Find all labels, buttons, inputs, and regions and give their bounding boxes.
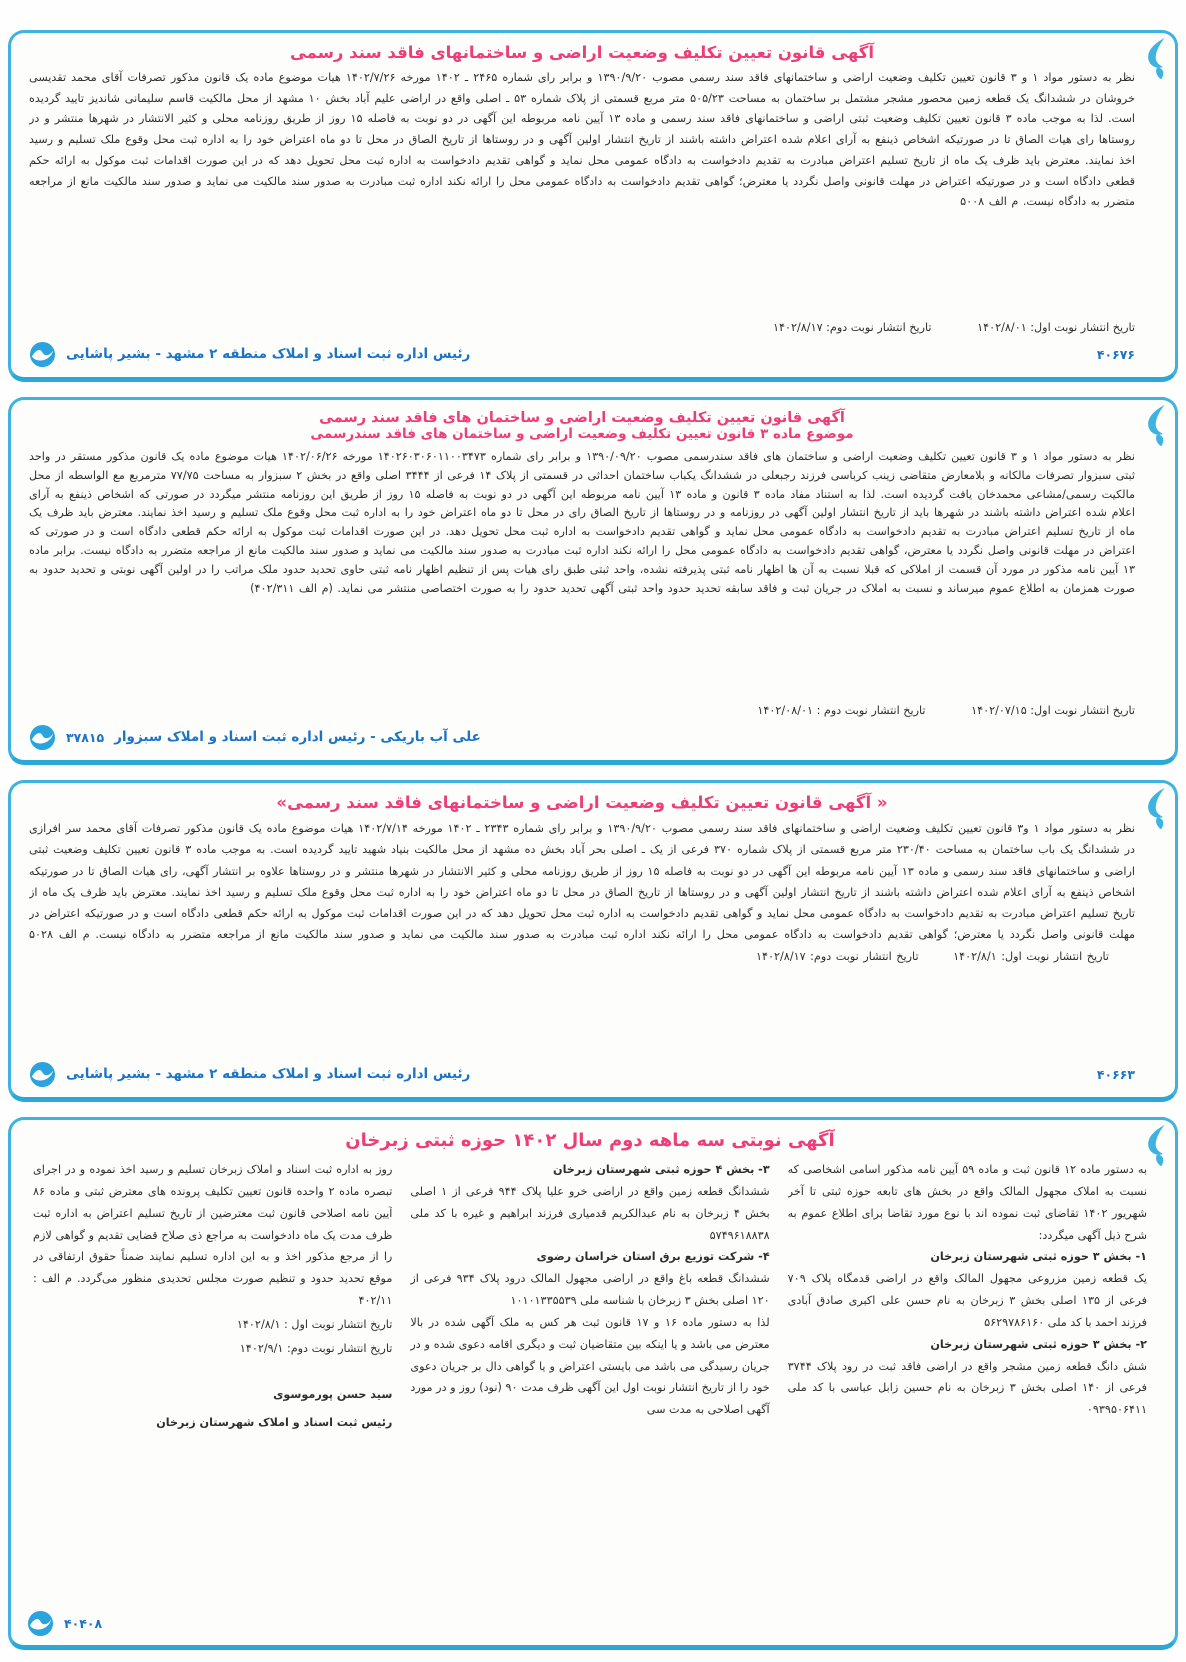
item-1-heading: ۱- بخش ۳ حوزه ثبتی شهرستان زبرخان: [930, 1250, 1147, 1264]
publication-dates: [29, 704, 1135, 717]
notice-zebarkhan-quarterly: [8, 1117, 1178, 1650]
notice-body: [29, 818, 1135, 1056]
item-3-heading: ۳- بخش ۴ حوزه ثبتی شهرستان زبرخان: [553, 1163, 770, 1176]
item-2-heading: ۲- بخش ۳ حوزه ثبتی شهرستان زبرخان: [930, 1337, 1147, 1351]
notice-title: « آگهی قانون تعیین تکلیف وضعیت اراضی و ساختمانهای فاقد سند رسمی»: [276, 793, 888, 812]
registry-office-logo-icon: [29, 724, 56, 751]
date-first-publication: تاریخ انتشار نوبت اول: ۱۴۰۲/۰۷/۱۵: [971, 704, 1135, 717]
signature-line: رئیس اداره ثبت اسناد و املاک منطقه ۲ مشهد - بشیر پاشایی: [66, 1066, 471, 1082]
item-3-body: ششدانگ قطعه زمین واقع در اراضی خرو علیا پلاک ۹۴۴ فرعی از ۱ اصلی بخش ۴ زبرخان به نام عبدالکریم قدمیاری فرزند ابراهیم و غیره با کد ملی ۵۷۴۹۶۱۸۸۳۸: [410, 1184, 770, 1242]
ad-reference-number: ۴۰۶۷۶: [1096, 346, 1135, 362]
notice-title: آگهی نوبتی سه ماهه دوم سال ۱۴۰۲ حوزه ثبتی زبرخان: [345, 1130, 835, 1151]
column-right: [788, 1159, 1147, 1610]
date-second-publication: تاریخ انتشار نوبت دوم: ۱۴۰۲/۹/۱: [239, 1341, 393, 1355]
wave-icon: [1140, 403, 1170, 449]
date-first-publication: تاریخ انتشار نوبت اول : ۱۴۰۲/۸/۱: [236, 1317, 393, 1331]
signature-line: علی آب باریکی - رئیس اداره ثبت اسناد و املاک سبزوار: [114, 729, 481, 745]
notice-footer: [27, 1610, 1153, 1637]
date-first-publication: تاریخ انتشار نوبت اول: ۱۴۰۲/۸/۰۱: [977, 321, 1135, 334]
item-2-body: شش دانگ قطعه زمین مشجر واقع در اراضی فاقد ثبت در رود پلاک ۳۷۴۴ فرعی از ۱۴۰ اصلی بخش ۳ زبرخان به نام حسین زابل عباسی با کد ملی ۰۹۳۹۵۰۶۴۱۱: [787, 1359, 1147, 1417]
ad-reference-number: ۴۰۶۶۳: [1096, 1066, 1135, 1082]
item-4-body: ششدانگ قطعه باغ واقع در اراضی مجهول المالک درود پلاک ۹۳۴ فرعی از ۱۲۰ اصلی بخش ۳ زبرخان با شناسه ملی ۱۰۱۰۱۳۳۵۵۳۹: [410, 1272, 770, 1308]
column-middle: [410, 1159, 769, 1610]
date-second-publication: تاریخ انتشار نوبت دوم : ۱۴۰۲/۰۸/۰۱: [757, 704, 926, 717]
signature-line: رئیس اداره ثبت اسناد و املاک منطقه ۲ مشهد - بشیر پاشایی: [66, 346, 471, 362]
item-4-heading: ۴- شرکت توزیع برق استان خراسان رضوی: [536, 1250, 770, 1264]
wave-icon: [1140, 36, 1170, 82]
registry-office-logo-icon: [29, 341, 56, 368]
date-second-publication: تاریخ انتشار نوبت دوم: ۱۴۰۲/۸/۱۷: [756, 949, 919, 963]
notice-body: نظر به دستور مواد ۱ و ۳ قانون تعیین تکلیف وضعیت اراضی و ساختمانهای فاقد سند رسمی مصوب ۱۳۹۰/۹/۲۰ و برابر رای شماره ۲۴۶۵ ـ ۱۴۰۲ مورخه ۱۴۰۲/۷/۲۶ هیات موضوع ماده یک قانون مذکور تصرفات آقای محمد تقدیسی خروشان در ششدانگ یک قطعه زمین محصور مشجر مشتمل بر ساختمان به مساحت ۵۰۵/۲۳ متر مربع قسمتی از پلاک شماره ۵۳ ـ اصلی واقع در اراضی علیم آباد بخش ۱۰ مشهد از محل مالکیت قاسم سلیمانی شاندیز تایید گردیده است. لذا به موجب ماده ۳ قانون تعیین تکلیف وضعیت ثبتی اراضی و ساختمانهای فاقد سند رسمی و ماده ۱۳ آیین نامه مربوطه این آگهی در دو نوبت به فاصله ۱۵ روز از طریق روزنامه محلی و کثیر الانتشار در شهرها منتشر و در روستاها رای هیات الصاق تا در صورتیکه اشخاص ذینفع به آرای اعلام شده اعتراض داشته باشند از تاریخ انتشار اولین آگهی و در روستاها از تاریخ الصاق در محل تا دو ماه اعتراض خود را به اداره ثبت محل وقوع ملک تسلیم و رسید اخذ نمایند. معترض باید ظرف یک ماه از تاریخ تسلیم اعتراض مبادرت به تقدیم دادخواست به دادگاه عمومی محل نماید و گواهی تقدیم دادخواست به اداره ثبت محل تحویل دهد که در این صورت اقدامات ثبت موکول به ارائه حکم قطعی دادگاه است و در صورتیکه اعتراض در مهلت قانونی واصل نگردد یا معترض؛ گواهی تقدیم دادخواست به دادگاه عمومی محل را ارائه نکند اداره ثبت مبادرت به صدور سند مالکیت می نماید و صدور سند مالکیت مانع از مراجعه متضرر به دادگاه نیست. م الف ۵۰۰۸: [29, 71, 1135, 209]
column-left: [33, 1159, 392, 1610]
notice-footer: [29, 339, 1135, 369]
notice-body-text: نظر به دستور مواد ۱ و۳ قانون تعیین تکلیف وضعیت اراضی و ساختمانهای فاقد سند رسمی مصوب ۱۳۹۰/۹/۲۰ و برابر رای شماره ۲۳۴۳ ـ ۱۴۰۲ مورخه ۱۴۰۲/۷/۱۴ هیات موضوع ماده یک قانون مذکور تصرفات آقای محمد سر افرازی در ششدانگ یک باب ساختمان به مساحت ۲۳۰/۴۰ متر مربع قسمتی از پلاک شماره ۳۷۰ فرعی از یک ـ اصلی بحر آباد بخش ده مشهد از محل مالکیت بنیاد شهید تایید گردیده است. به موجب ماده ۳ قانون تعیین تکلیف وضعیت ثبتی اراضی و ساختمانهای فاقد سند رسمی و ماده ۱۳ آیین نامه مربوطه این آگهی در دو نوبت به فاصله ۱۵ روز از طریق روزنامه محلی و کثیر الانتشار در شهرها منتشر و در روستاها علاوه بر انتشار آگهی، رای هیات الصاق تا در صورتیکه اشخاص ذینفع به آرای اعلام شده اعتراض داشته باشند از تاریخ انتشار اولین آگهی و در روستاها از تاریخ الصاق در محل تا دو ماه اعتراض خود را به اداره ثبت محل وقوع ملک تسلیم و رسید اخذ نمایند. معترض باید ظرف یک ماه از تاریخ تسلیم اعتراض مبادرت به تقدیم دادخواست به دادگاه عمومی محل نماید و گواهی تقدیم دادخواست به اداره ثبت محل تحویل دهد که در این صورت اقدامات ثبت موکول به ارائه حکم قطعی دادگاه است و در صورتیکه اعتراض در مهلت قانونی واصل نگردد یا معترض؛ گواهی تقدیم دادخواست به دادگاه عمومی محل را ارائه نکند اداره ثبت مبادرت به صدور سند مالکیت می نماید و صدور سند مالکیت مانع از مراجعه متضرر به دادگاه نیست. م الف ۵۰۲۸: [29, 822, 1135, 942]
signature-title: رئیس ثبت اسناد و املاک شهرستان زبرخان: [156, 1415, 393, 1429]
date-first-publication: تاریخ انتشار نوبت اول: ۱۴۰۲/۸/۱: [953, 949, 1109, 963]
notice-footer: [29, 1059, 1135, 1089]
notice-body: نظر به دستور مواد ۱ و ۳ قانون تعیین تکلیف وضعیت اراضی و ساختمان های فاقد سندرسمی مصوب ۱۳۹۰/۰۹/۲۰ و برابر رای شماره ۱۴۰۲۶۰۳۰۶۰۱۱۰۰۳۴۷۳ مورخه ۱۴۰۲/۰۶/۲۶ هیات موضوع ماده یک قانون مذکور مستقر در واحد ثبتی سبزوار تصرفات مالکانه و بلامعارض متقاضی زینب کرباسی فرزند رجبعلی در ششدانگ یکباب ساختمان احداثی در قسمتی از پلاک ۱۴ فرعی از ۳۴۴۴ اصلی واقع در بخش ۲ سبزوار به مساحت ۷۷/۷۵ مترمربع مع الواسطه از محل مالکیت رسمی/مشاعی محمدخان یافت گردیده است. لذا به استناد مفاد ماده ۳ قانون و ماده ۱۳ آیین نامه مربوطه این آگهی در دو نوبت به فاصله ۱۵ روز از طریق این روزنامه منتشر میگردد در صورتی که اشخاص ذینفع به آرای اعلام شده اعتراض داشته باشند در شهرها باید از تاریخ انتشار اولین آگهی در روزنامه و در روستاها از تاریخ الصاق رای در محل تا دو ماه اعتراض خود را به اداره ثبت محل وقوع ملک تسلیم و رسید اخذ نمایند. معترض باید ظرف یک ماه از تاریخ تسلیم اعتراض مبادرت به تقدیم دادخواست به دادگاه عمومی محل نماید و گواهی تقدیم دادخواست به اداره ثبت محل تحویل دهد. در این صورت اقدامات ثبت موکول به ارائه حکم قطعی دادگاه است و در صورتی که اعتراض در مهلت قانونی واصل نگردد یا معترض، گواهی تقدیم دادخواست به دادگاه عمومی محل را ارائه نکند اداره ثبت مبادرت به صدور سند مالکیت می نماید و صدور سند مالکیت مانع از مراجعه متضرر به دادگاه نیست. برابر ماده ۱۳ آیین نامه مذکور در مورد آن قسمت از املاکی که قبلا نسبت به آن ها اظهار نامه ثبتی پذیرفته نشده، واحد ثبتی طبق رای هیات پس از تنظیم اظهار نامه ثبتی حاوی تحدید حدود ملک مراتب را در اولین آگهی نوبتی و تحدید حدود به صورت همزمان به اطلاع عموم میرساند و نسبت به املاک در جریان ثبت و فاقد سابقه تحدید حدود واحد ثبتی آگهی تحدید حدود را به صورت اختصاصی منتشر می نماید. (م الف ۴۰۲/۳۱۱): [29, 450, 1135, 595]
notice-columns: [27, 1159, 1153, 1610]
notice-sabzevar: [8, 397, 1178, 765]
ad-reference-number: ۴۰۴۰۸: [64, 1616, 103, 1631]
intro-paragraph: به دستور ماده ۱۲ قانون ثبت و ماده ۵۹ آیین نامه مذکور اسامی اشخاصی که نسبت به املاک مجهول المالک واقع در بخش های تابعه حوزه ثبتی تا آخر شهریور ۱۴۰۲ تقاضای ثبت نموده اند با نوع مورد تقاضا برای اطلاع عموم به شرح ذیل آگهی میگردد:: [787, 1163, 1147, 1242]
closing-paragraph: لذا به دستور ماده ۱۶ و ۱۷ قانون ثبت هر کس به ملک آگهی شده در بالا معترض می باشد و یا اینکه بین متقاضیان ثبت و دیگری اقامه دعوی شده و در جریان رسیدگی می باشد می بایستی اعتراض و یا گواهی دال بر جریان دعوی خود را از تاریخ انتشار نوبت اول این آگهی ظرف مدت ۹۰ (نود) روز و در مورد آگهی اصلاحی به مدت سی: [410, 1315, 770, 1417]
notice-mashhad-region2-second: [8, 780, 1178, 1102]
signature-name: سید حسن پورموسوی: [273, 1387, 393, 1401]
closing-paragraph-continued: روز به اداره ثبت اسناد و املاک زبرخان تسلیم و رسید اخذ نموده و در اجرای تبصره ماده ۲ واحده قانون تعیین تکلیف پرونده های معترض ثبتی و ماده ۸۶ آیین نامه اصلاحی قانون ثبت معترضین از تاریخ تسلیم اعتراض به اداره ثبت ظرف مدت یک ماه دادخواست به مراجع ذی صلاح قضایی تقدیم و گواهی لازم را از مرجع مذکور اخذ و به این اداره تسلیم نمایند ضمناً حقوق ارتفاقی در موقع تحدید حدود و تنظیم صورت مجلس تحدیدی منظور می‌گردد. م الف : ۴۰۲/۱۱: [33, 1163, 393, 1308]
ad-reference-number: ۳۷۸۱۵: [66, 729, 105, 745]
registry-office-logo-icon: [27, 1610, 54, 1637]
date-second-publication: تاریخ انتشار نوبت دوم: ۱۴۰۲/۸/۱۷: [772, 321, 932, 334]
notice-mashhad-region2-first: [8, 30, 1178, 382]
notice-title: آگهی قانون تعیین تکلیف وضعیت اراضی و ساختمانهای فاقد سند رسمی: [289, 43, 875, 62]
item-1-body: یک قطعه زمین مزروعی مجهول المالک واقع در اراضی قدمگاه پلاک ۷۰۹ فرعی از ۱۳۵ اصلی بخش ۳ زبرخان به نام حسن علی اکبری صادق آبادی فرزند احمد با کد ملی ۵۶۲۹۷۸۶۱۶۰: [787, 1272, 1147, 1329]
wave-icon: [1140, 1123, 1170, 1169]
registry-office-logo-icon: [29, 1061, 56, 1088]
notice-subtitle: موضوع ماده ۳ قانون تعیین تکلیف وضعیت اراضی و ساختمان های فاقد سندرسمی: [310, 426, 854, 442]
notice-title: آگهی قانون تعیین تکلیف وضعیت اراضی و ساختمان های فاقد سند رسمی: [319, 410, 845, 426]
wave-icon: [1140, 786, 1170, 832]
publication-dates: [29, 321, 1135, 334]
notice-footer: [29, 722, 1135, 752]
